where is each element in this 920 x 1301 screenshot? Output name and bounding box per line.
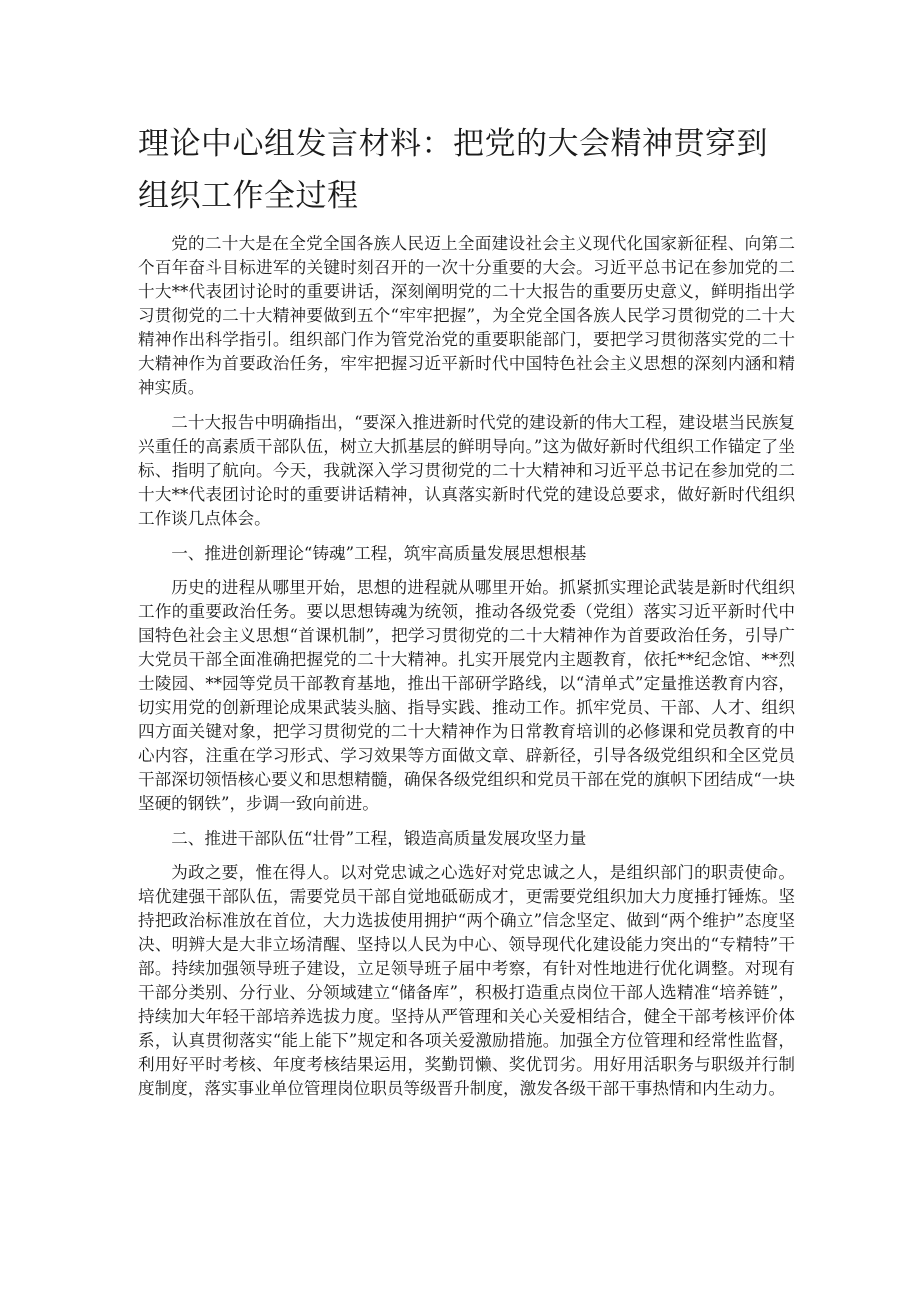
paragraph-report: 二十大报告中明确指出，“要深入推进新时代党的建设新的伟大工程，建设堪当民族复兴重任的高素质干部队伍，树立大抓基层的鲜明导向。”这为做好新时代组织工作锚定了坐标、指明了航向。今天，我就深入学习贯彻党的二十大精神和习近平总书记在参加党的二十大**代表团讨论时的重要讲话精神，认真落实新时代党的建设总要求，做好新时代组织工作谈几点体会。 <box>138 413 795 528</box>
section-heading-2: 二、推进干部队伍“壮骨”工程，锻造高质量发展攻坚力量 <box>171 829 587 848</box>
document-body <box>138 232 795 1112</box>
section-heading-1: 一、推进创新理论“铸魂”工程，筑牢高质量发展思想根基 <box>171 544 587 563</box>
paragraph-intro: 党的二十大是在全党全国各族人民迈上全面建设社会主义现代化国家新征程、向第二个百年奋斗目标进军的关键时刻召开的一次十分重要的大会。习近平总书记在参加党的二十大**代表团讨论时的重要讲话，深刻阐明党的二十大报告的重要历史意义，鲜明指出学习贯彻党的二十大精神要做到五个“牢牢把握”，为全党全国各族人民学习贯彻党的二十大精神作出科学指引。组织部门作为管党治党的重要职能部门，要把学习贯彻落实党的二十大精神作为首要政治任务，牢牢把握习近平新时代中国特色社会主义思想的深刻内涵和精神实质。 <box>138 234 795 397</box>
document-title: 理论中心组发言材料：把党的大会精神贯穿到组织工作全过程 <box>138 126 768 214</box>
paragraph-section-1: 历史的进程从哪里开始，思想的进程就从哪里开始。抓紧抓实理论武装是新时代组织工作的重要政治任务。要以思想铸魂为统领，推动各级党委（党组）落实习近平新时代中国特色社会主义思想“首课机制”，把学习贯彻党的二十大精神作为首要政治任务，引导广大党员干部全面准确把握党的二十大精神。扎实开展党内主题教育，依托**纪念馆、**烈士陵园、**园等党员干部教育基地，推出干部研学路线，以“清单式”定量推送教育内容，切实用党的创新理论成果武装头脑、指导实践、推动工作。抓牢党员、干部、人才、组织四方面关键对象，把学习贯彻党的二十大精神作为日常教育培训的必修课和党员教育的中心内容，注重在学习形式、学习效果等方面做文章、辟新径，引导各级党组织和全区党员干部深切领悟核心要义和思想精髓，确保各级党组织和党员干部在党的旗帜下团结成“一块坚硬的钢铁”，步调一致向前进。 <box>138 578 795 813</box>
paragraph-section-2: 为政之要，惟在得人。以对党忠诚之心选好对党忠诚之人，是组织部门的职责使命。培优建强干部队伍，需要党员干部自觉地砥砺成才，更需要党组织加大力度捶打锤炼。坚持把政治标准放在首位，大力选拔使用拥护“两个确立”信念坚定、做到“两个维护”态度坚决、明辨大是大非立场清醒、坚持以人民为中心、领导现代化建设能力突出的“专精特”干部。持续加强领导班子建设，立足领导班子届中考察，有针对性地进行优化调整。对现有干部分类别、分行业、分领域建立“储备库”，积极打造重点岗位干部人选精准“培养链”，持续加大年轻干部培养选拔力度。坚持从严管理和关心关爱相结合，健全干部考核评价体系，认真贯彻落实“能上能下”规定和各项关爱激励措施。加强全方位管理和经常性监督，利用好平时考核、年度考核结果运用，奖勤罚懒、奖优罚劣。用好用活职务与职级并行制度制度，落实事业单位管理岗位职员等级晋升制度，激发各级干部干事热情和内生动力。 <box>138 863 795 1098</box>
